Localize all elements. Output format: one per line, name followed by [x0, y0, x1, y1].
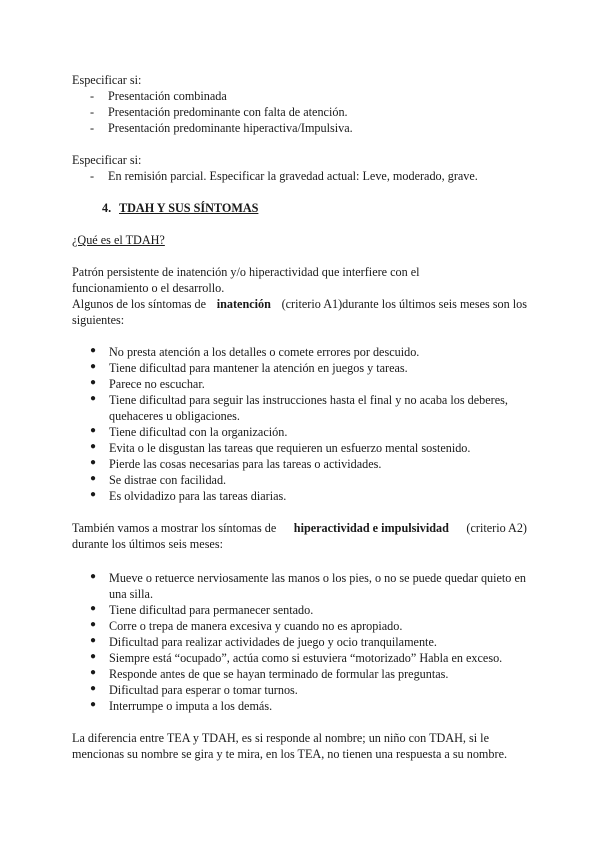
hyper-item-continuation: una silla. [109, 587, 154, 601]
hyper-intro: También vamos a mostrar los síntomas de hiperactividad e impulsividad (criterio A2) [72, 521, 527, 535]
inattention-intro-line-2: siguientes: [72, 313, 125, 327]
inattention-term: inatención [216, 297, 271, 311]
intro-line-1: Patrón persistente de inatención y/o hiperactividad que interfiere con el [72, 265, 420, 279]
intro-line-2: funcionamiento o el desarrollo. [72, 281, 225, 295]
spec2-label: Especificar si: [72, 153, 142, 167]
section-number: 4. [102, 201, 112, 215]
hyper-term: hiperactividad e impulsividad [293, 521, 449, 535]
section-title: TDAH Y SUS SÍNTOMAS [119, 201, 259, 215]
inattention-item-continuation: quehaceres u obligaciones. [109, 409, 240, 423]
spec1-label: Especificar si: [72, 73, 142, 87]
question-heading: ¿Qué es el TDAH? [72, 233, 165, 247]
closing-line-2: mencionas su nombre se gira y te mira, en los TEA, no tienen una respuesta a su nombre. [72, 747, 508, 761]
hyper-intro-line-2: durante los últimos seis meses: [72, 537, 223, 551]
inattention-intro: Algunos de los síntomas de inatención (criterio A1)durante los últimos seis meses son los [72, 297, 527, 311]
document-page: Especificar si: - Presentación combinada - Presentación predominante con falta de atención. - Presentación predominante hiperactiva/Impulsiva. Especificar si: - En remisión parcial. Especificar la gravedad actual: Leve, moderado, grave. 4. TDAH Y SUS SÍNTOMAS ¿Qué es el TDAH? Patrón persistente de inatención y/o hiperactividad que interfiere con el funcionamiento o el desarrollo. Algunos de los síntomas de inatención (criterio A1)durante los últimos seis meses son los siguientes: ● No presta atención a los detalles o comete errores por descuido. ● Tiene dificultad para mantener la atención en juegos y tareas. ● Parece no escuchar. ● Tiene dificultad para seguir las instrucciones hasta el final y no acaba los deberes, quehaceres u obligaciones. ● Tiene dificultad con la organización. ● Evita o le disgustan las tareas que requieren un esfuerzo mental sostenido. ● Pierde las cosas necesarias para las tareas o actividades. ● Se distrae con facilidad. ● Es olvidadizo para las tareas diarias. También vamos a mostrar los síntomas de hiperactividad e impulsividad (criterio A2) durante los últimos seis meses: ● Mueve o retuerce nerviosamente las manos o los pies, o no se puede quedar quieto en una silla. ● Tiene dificultad para permanecer sentado. ● Corre o trepa de manera excesiva y cuando no es apropiado. ● Dificultad para realizar actividades de juego y ocio tranquilamente. ● Siempre está “ocupado”, actúa como si estuviera “motorizado” Habla en exceso. ● Responde antes de que se hayan terminado de formular las preguntas. ● Dificultad para esperar o tomar turnos. ● Interrumpe o imputa a los demás. La diferencia entre TEA y TDAH, es si responde al nombre; un niño con TDAH, si le mencionas su nombre se gira y te mira, en los TEA, no tienen una respuesta a su nombre. [72, 73, 527, 761]
closing-line-1: La diferencia entre TEA y TDAH, es si responde al nombre; un niño con TDAH, si le [72, 731, 489, 745]
